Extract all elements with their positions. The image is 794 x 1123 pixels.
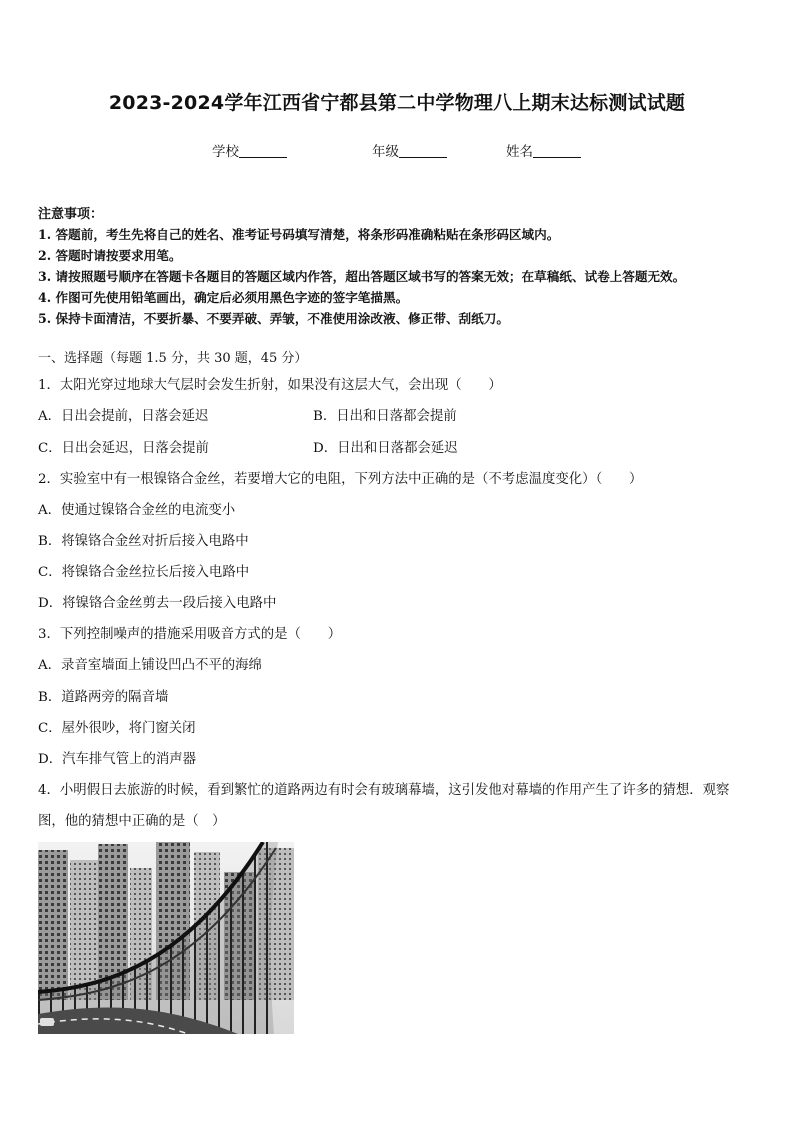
notice-item: 1. 答题前，考生先将自己的姓名、准考证号码填写清楚，将条形码准确粘贴在条形码区域内。 xyxy=(38,227,560,242)
school-blank xyxy=(239,143,287,158)
grade-blank xyxy=(399,143,447,158)
notice-heading: 注意事项： xyxy=(38,207,104,222)
option-d: D．汽车排气管上的消声器 xyxy=(38,752,197,767)
school-label: 学校 xyxy=(212,144,239,160)
option-b: B．日出和日落都会提前 xyxy=(313,409,457,424)
question-stem: 3．下列控制噪声的措施采用吸音方式的是（ ） xyxy=(38,627,342,642)
option-b: B．道路两旁的隔音墙 xyxy=(38,690,169,705)
grade-label: 年级 xyxy=(372,144,399,160)
grade-field xyxy=(372,140,447,160)
question-stem: 1．太阳光穿过地球大气层时会发生折射，如果没有这层大气，会出现（ ） xyxy=(38,378,502,393)
option-b: B．将镍铬合金丝对折后接入电路中 xyxy=(38,534,249,549)
notice-item: 3. 请按照题号顺序在答题卡各题目的答题区域内作答，超出答题区域书写的答案无效；在草稿纸、试卷上答题无效。 xyxy=(38,269,686,284)
option-a: A．录音室墙面上铺设凹凸不平的海绵 xyxy=(38,658,262,673)
question-stem: 4．小明假日去旅游的时候，看到繁忙的道路两边有时会有玻璃幕墙，这引发他对幕墙的作用产生了许多的猜想．观察 xyxy=(38,783,730,798)
page-title: 2023-2024学年江西省宁都县第二中学物理八上期末达标测试试题 xyxy=(108,92,686,114)
name-label: 姓名 xyxy=(506,144,533,160)
option-c: C．屋外很吵，将门窗关闭 xyxy=(38,721,196,736)
photo-highway-glass-wall-icon xyxy=(38,842,294,1034)
name-blank xyxy=(533,143,581,158)
option-c: C．日出会延迟，日落会提前 xyxy=(38,441,209,456)
question-stem: 2．实验室中有一根镍铬合金丝，若要增大它的电阻，下列方法中正确的是（不考虑温度变化）（ ） xyxy=(38,472,643,487)
question-stem-continued: 图，他的猜想中正确的是（ ） xyxy=(38,814,226,829)
option-a: A．使通过镍铬合金丝的电流变小 xyxy=(38,503,236,518)
option-a: A．日出会提前，日落会延迟 xyxy=(38,409,209,424)
notice-item: 4. 作图可先使用铅笔画出，确定后必须用黑色字迹的签字笔描黑。 xyxy=(38,290,409,305)
notice-item: 2. 答题时请按要求用笔。 xyxy=(38,248,182,263)
notice-item: 5. 保持卡面清洁，不要折暴、不要弄破、弄皱，不准使用涂改液、修正带、刮纸刀。 xyxy=(38,311,509,326)
option-d: D．将镍铬合金丝剪去一段后接入电路中 xyxy=(38,596,277,611)
school-field xyxy=(212,140,287,160)
section-title: 一、选择题（每题 1.5 分，共 30 题，45 分） xyxy=(38,351,308,366)
option-c: C．将镍铬合金丝拉长后接入电路中 xyxy=(38,565,250,580)
name-field xyxy=(506,140,581,160)
option-d: D．日出和日落都会延迟 xyxy=(313,441,458,456)
